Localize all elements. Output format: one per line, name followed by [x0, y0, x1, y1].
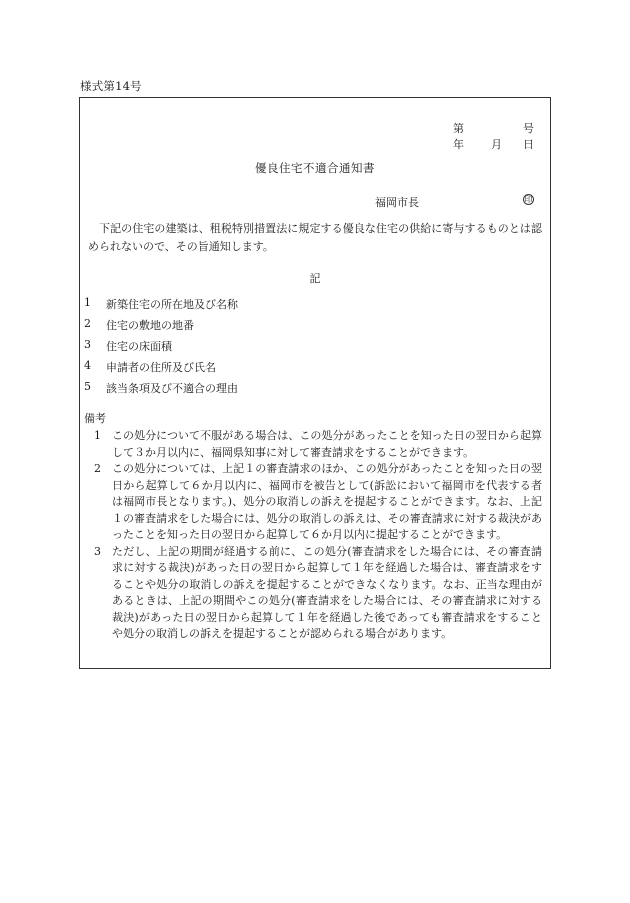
notice-frame: [79, 97, 551, 669]
ki-heading: 記: [309, 272, 321, 285]
item-label: 申請者の住所及び氏名: [106, 361, 216, 374]
issue-number-suffix: 号: [523, 122, 534, 135]
issue-date-line: [453, 136, 534, 152]
list-item: [84, 359, 238, 380]
item-label: 該当条項及び不適合の理由: [106, 382, 238, 395]
item-number: 4: [84, 359, 91, 372]
list-item: [84, 380, 238, 401]
item-label: 住宅の床面積: [106, 340, 172, 353]
list-item: [84, 338, 238, 359]
remark-text: ただし、上記の期間が経過する前に、この処分(審査請求をした場合には、その審査請求に対する裁決)があった日の翌日から起算して１年を経過した場合は、審査請求をすることや処分の取消しの訴えを提起することができなくなります。なお、正当な理由があるときは、上記の期間やこの処分(審査請求をした場合には、その審査請求に対する裁決)があった日の翌日から起算して１年を経過した後であっても審査請求をすることや処分の取消しの訴えを提起することが認められる場合があります。: [112, 544, 542, 640]
remark-item: [94, 544, 542, 643]
list-item: [84, 296, 238, 317]
issue-day: 日: [523, 138, 534, 151]
item-label: 新築住宅の所在地及び名称: [106, 298, 238, 311]
remark-text: この処分については、上記１の審査請求のほか、この処分があったことを知った日の翌日から起算して６か月以内に、福岡市を被告として(訴訟において福岡市を代表する者は福岡市長となります。)、処分の取消しの訴えを提起することができます。なお、上記１の審査請求をした場合には、処分の取消しの訴えは、その審査請求に対する裁決があったことを知った日の翌日から起算して６か月以内に提起することができます。: [112, 462, 542, 541]
remark-item: [94, 428, 542, 461]
remarks-list: [94, 428, 542, 643]
remark-text: この処分について不服がある場合は、この処分があったことを知った日の翌日から起算して３か月以内に、福岡県知事に対して審査請求をすることができます。: [112, 429, 542, 459]
issuer-name: 福岡市長: [375, 196, 419, 209]
remark-number: 1: [94, 429, 101, 442]
remark-item: [94, 461, 542, 544]
remark-number: 2: [94, 462, 101, 475]
form-number: 様式第14号: [80, 79, 142, 93]
seal-icon: 印: [524, 195, 533, 204]
issuer-line: [375, 194, 534, 210]
document-title: 優良住宅不適合通知書: [255, 161, 375, 175]
issue-number-line: [453, 120, 534, 136]
remarks-heading: 備考: [84, 412, 106, 425]
item-label: 住宅の敷地の地番: [106, 319, 194, 332]
issue-year: 年: [453, 138, 464, 151]
item-list: [84, 296, 238, 401]
item-number: 5: [84, 380, 91, 393]
issue-month: 月: [491, 138, 502, 151]
item-number: 2: [84, 317, 91, 330]
item-number: 3: [84, 338, 91, 351]
list-item: [84, 317, 238, 338]
issue-number-prefix: 第: [453, 122, 464, 135]
remark-number: 3: [94, 544, 101, 558]
item-number: 1: [84, 296, 91, 309]
notice-body: 下記の住宅の建築は、租税特別措置法に規定する優良な住宅の供給に寄与するものとは認められないので、その旨通知します。: [88, 222, 542, 253]
